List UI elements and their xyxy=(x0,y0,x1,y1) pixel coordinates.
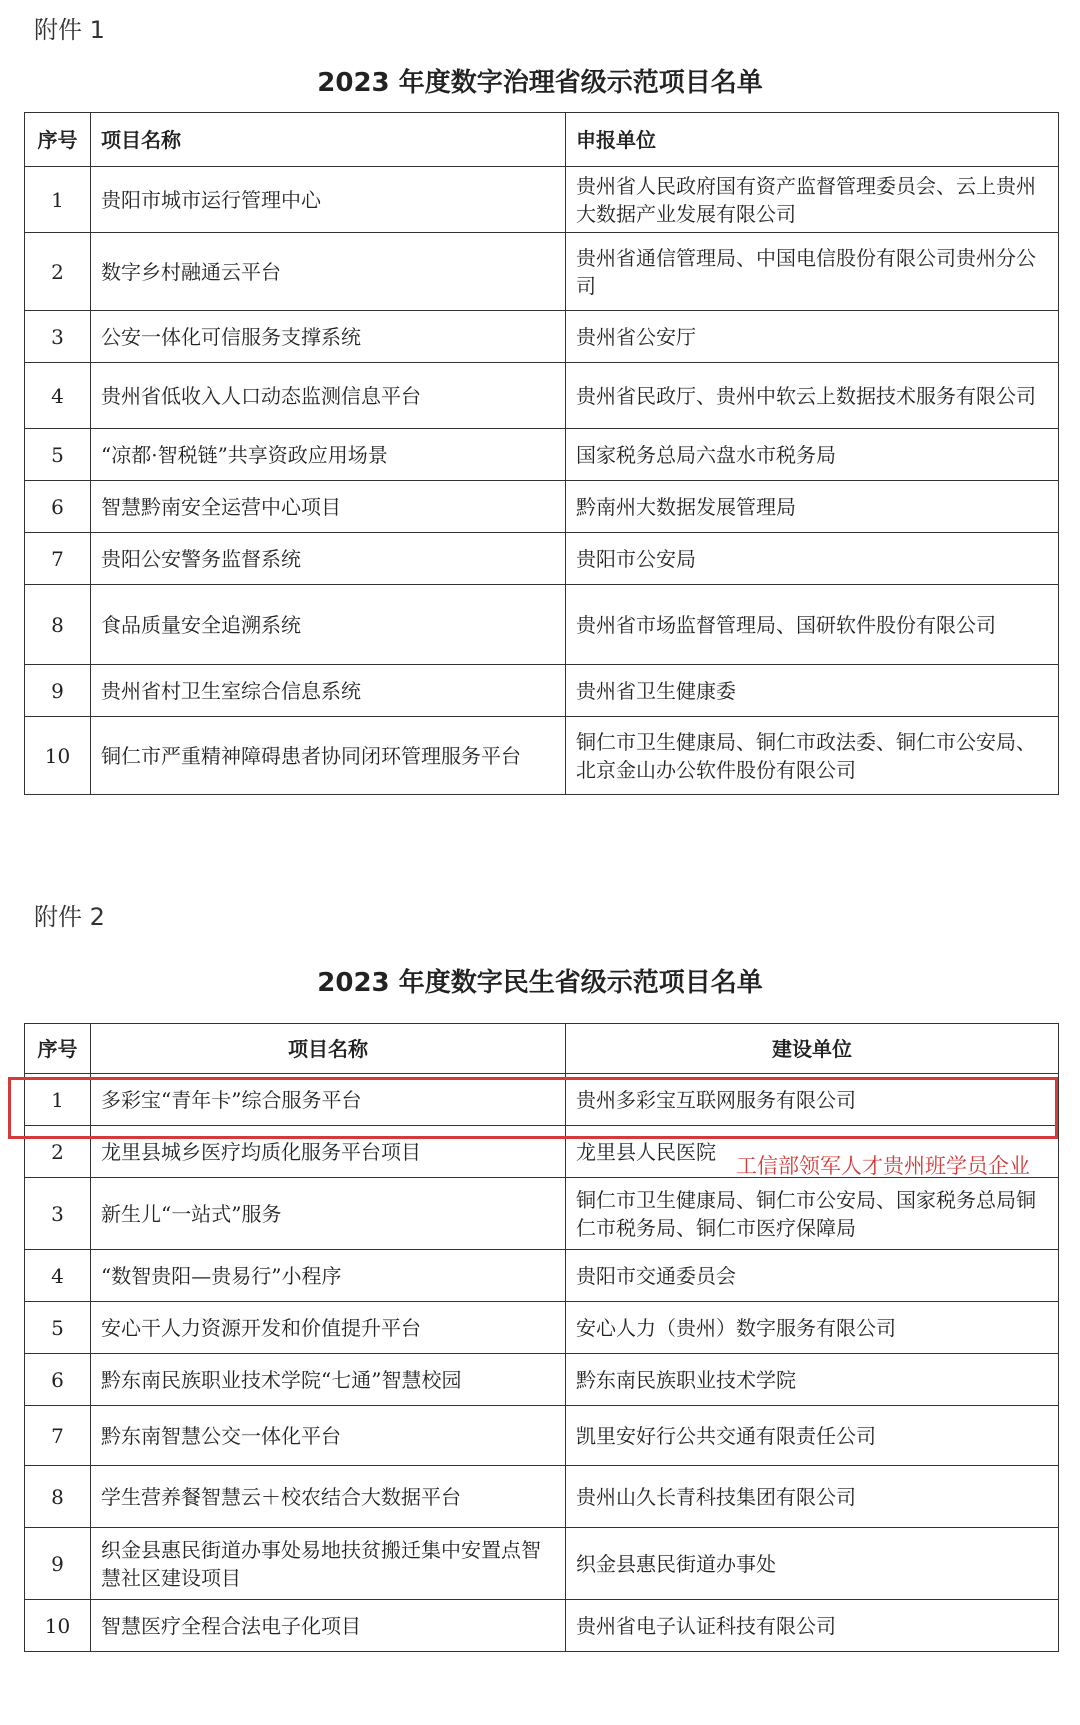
row-project-name: 智慧黔南安全运营中心项目 xyxy=(91,481,566,533)
row-project-name: 多彩宝“青年卡”综合服务平台 xyxy=(91,1074,566,1126)
row-project-name: 黔东南民族职业技术学院“七通”智慧校园 xyxy=(91,1354,566,1406)
row-no: 2 xyxy=(25,233,91,311)
annex-2-title: 2023 年度数字民生省级示范项目名单 xyxy=(317,968,763,998)
annex-2-label: 附件 2 xyxy=(34,903,105,931)
row-project-name: “凉都·智税链”共享资政应用场景 xyxy=(91,429,566,481)
row-no: 5 xyxy=(25,429,91,481)
row-unit: 贵州多彩宝互联网服务有限公司 xyxy=(566,1074,1059,1126)
row-project-name: 龙里县城乡医疗均质化服务平台项目 xyxy=(91,1126,566,1178)
annex-1-title: 2023 年度数字治理省级示范项目名单 xyxy=(317,68,763,98)
row-unit: 织金县惠民街道办事处 xyxy=(566,1528,1059,1600)
header-name: 项目名称 xyxy=(91,1024,566,1074)
header-unit: 申报单位 xyxy=(566,113,1059,167)
row-no: 6 xyxy=(25,481,91,533)
row-unit: 铜仁市卫生健康局、铜仁市公安局、国家税务总局铜仁市税务局、铜仁市医疗保障局 xyxy=(566,1178,1059,1250)
row-unit: 国家税务总局六盘水市税务局 xyxy=(566,429,1059,481)
row-unit: 贵州省民政厅、贵州中软云上数据技术服务有限公司 xyxy=(566,363,1059,429)
row-project-name: 新生儿“一站式”服务 xyxy=(91,1178,566,1250)
row-unit: 黔南州大数据发展管理局 xyxy=(566,481,1059,533)
row-no: 10 xyxy=(25,1600,91,1652)
row-project-name: 安心干人力资源开发和价值提升平台 xyxy=(91,1302,566,1354)
row-no: 5 xyxy=(25,1302,91,1354)
table-row xyxy=(25,167,1059,233)
header-unit: 建设单位 xyxy=(566,1024,1059,1074)
row-project-name: 公安一体化可信服务支撑系统 xyxy=(91,311,566,363)
row-unit: 贵阳市公安局 xyxy=(566,533,1059,585)
row-no: 6 xyxy=(25,1354,91,1406)
table-row xyxy=(25,665,1059,717)
row-unit: 凯里安好行公共交通有限责任公司 xyxy=(566,1406,1059,1466)
table-row xyxy=(25,1302,1059,1354)
table-row xyxy=(25,1466,1059,1528)
row-unit: 贵州省卫生健康委 xyxy=(566,665,1059,717)
row-no: 10 xyxy=(25,717,91,795)
row-no: 2 xyxy=(25,1126,91,1178)
row-project-name: 食品质量安全追溯系统 xyxy=(91,585,566,665)
row-unit: 贵州省通信管理局、中国电信股份有限公司贵州分公司 xyxy=(566,233,1059,311)
row-unit: 贵州省市场监督管理局、国研软件股份有限公司 xyxy=(566,585,1059,665)
row-no: 9 xyxy=(25,1528,91,1600)
table-row xyxy=(25,533,1059,585)
table-row xyxy=(25,1406,1059,1466)
row-project-name: 贵州省村卫生室综合信息系统 xyxy=(91,665,566,717)
row-no: 3 xyxy=(25,1178,91,1250)
annotation-note: 工信部领军人才贵州班学员企业 xyxy=(736,1154,1030,1178)
row-unit: 贵州省电子认证科技有限公司 xyxy=(566,1600,1059,1652)
row-no: 8 xyxy=(25,585,91,665)
row-no: 4 xyxy=(25,363,91,429)
row-project-name: 铜仁市严重精神障碍患者协同闭环管理服务平台 xyxy=(91,717,566,795)
row-no: 1 xyxy=(25,167,91,233)
table-row xyxy=(25,311,1059,363)
table-row xyxy=(25,1600,1059,1652)
row-unit: 贵州山久长青科技集团有限公司 xyxy=(566,1466,1059,1528)
highlight-box xyxy=(8,1077,1058,1139)
row-unit: 龙里县人民医院 xyxy=(566,1126,1059,1178)
header-no: 序号 xyxy=(25,1024,91,1074)
row-unit: 贵阳市交通委员会 xyxy=(566,1250,1059,1302)
row-unit: 贵州省人民政府国有资产监督管理委员会、云上贵州大数据产业发展有限公司 xyxy=(566,167,1059,233)
row-unit: 铜仁市卫生健康局、铜仁市政法委、铜仁市公安局、北京金山办公软件股份有限公司 xyxy=(566,717,1059,795)
row-no: 9 xyxy=(25,665,91,717)
table-row xyxy=(25,233,1059,311)
header-name: 项目名称 xyxy=(91,113,566,167)
table-header-row xyxy=(25,1024,1059,1074)
table-row xyxy=(25,429,1059,481)
row-no: 7 xyxy=(25,533,91,585)
table-row xyxy=(25,1178,1059,1250)
row-project-name: “数智贵阳—贵易行”小程序 xyxy=(91,1250,566,1302)
row-no: 1 xyxy=(25,1074,91,1126)
row-project-name: 智慧医疗全程合法电子化项目 xyxy=(91,1600,566,1652)
row-unit: 黔东南民族职业技术学院 xyxy=(566,1354,1059,1406)
table-row xyxy=(25,1354,1059,1406)
table-row xyxy=(25,585,1059,665)
row-project-name: 学生营养餐智慧云＋校农结合大数据平台 xyxy=(91,1466,566,1528)
table-row xyxy=(25,1528,1059,1600)
row-project-name: 贵州省低收入人口动态监测信息平台 xyxy=(91,363,566,429)
row-unit: 安心人力（贵州）数字服务有限公司 xyxy=(566,1302,1059,1354)
row-project-name: 贵阳公安警务监督系统 xyxy=(91,533,566,585)
row-no: 3 xyxy=(25,311,91,363)
row-no: 8 xyxy=(25,1466,91,1528)
row-project-name: 黔东南智慧公交一体化平台 xyxy=(91,1406,566,1466)
table-header-row xyxy=(25,113,1059,167)
row-no: 4 xyxy=(25,1250,91,1302)
row-project-name: 数字乡村融通云平台 xyxy=(91,233,566,311)
row-unit: 贵州省公安厅 xyxy=(566,311,1059,363)
table-row xyxy=(25,363,1059,429)
header-no: 序号 xyxy=(25,113,91,167)
annex-1-label: 附件 1 xyxy=(34,16,105,44)
row-project-name: 贵阳市城市运行管理中心 xyxy=(91,167,566,233)
governance-projects-table xyxy=(24,112,1059,795)
table-row xyxy=(25,717,1059,795)
row-no: 7 xyxy=(25,1406,91,1466)
row-project-name: 织金县惠民街道办事处易地扶贫搬迁集中安置点智慧社区建设项目 xyxy=(91,1528,566,1600)
table-row xyxy=(25,481,1059,533)
table-row xyxy=(25,1250,1059,1302)
